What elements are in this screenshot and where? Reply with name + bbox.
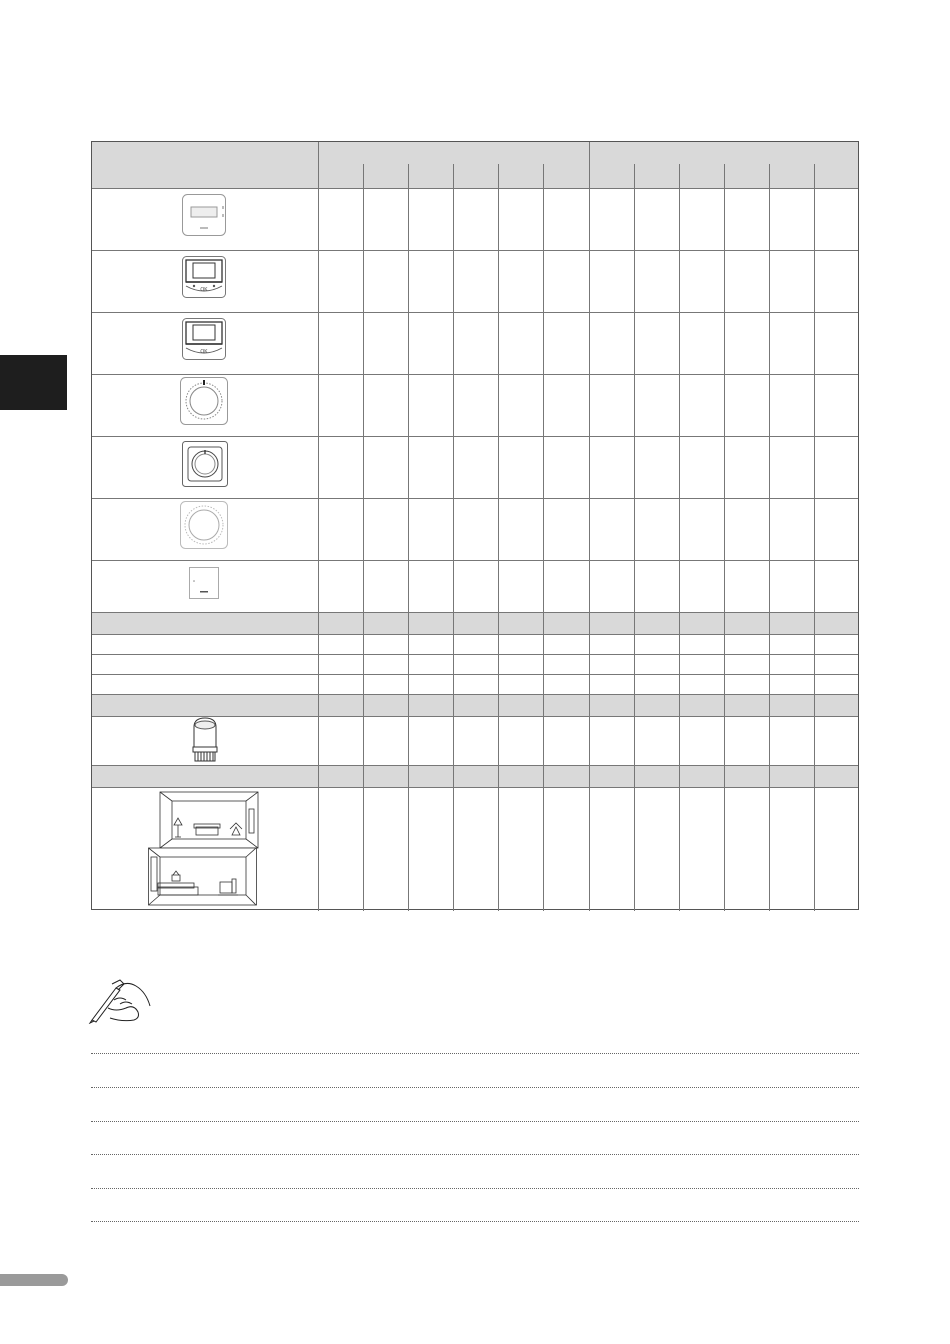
table-header-band (92, 142, 858, 188)
programmable-thermostat-icon (182, 256, 226, 298)
section-header-1 (92, 612, 858, 634)
chapter-tab (0, 355, 67, 410)
dial-thermostat-icon (182, 441, 228, 487)
section-header-2 (92, 694, 858, 716)
svg-text:OK: OK (200, 287, 208, 293)
note-line[interactable] (91, 1188, 859, 1189)
programmable-thermostat-icon (182, 318, 226, 360)
digital-thermostat-icon (182, 194, 226, 236)
section-header-3 (92, 765, 858, 787)
compatibility-table (91, 141, 859, 910)
note-line[interactable] (91, 1121, 859, 1122)
svg-text:OK: OK (200, 349, 208, 355)
note-line[interactable] (91, 1087, 859, 1088)
two-storey-room-illustration (148, 791, 260, 907)
dial-thermostat-icon (180, 377, 228, 425)
writing-hand-icon (86, 978, 152, 1029)
dial-thermostat-icon (180, 501, 228, 549)
note-line[interactable] (91, 1154, 859, 1155)
thermal-actuator-icon (190, 717, 220, 763)
note-line[interactable] (91, 1221, 859, 1222)
note-line[interactable] (91, 1053, 859, 1054)
page-number-pill (0, 1274, 68, 1286)
room-sensor-icon (189, 567, 219, 599)
